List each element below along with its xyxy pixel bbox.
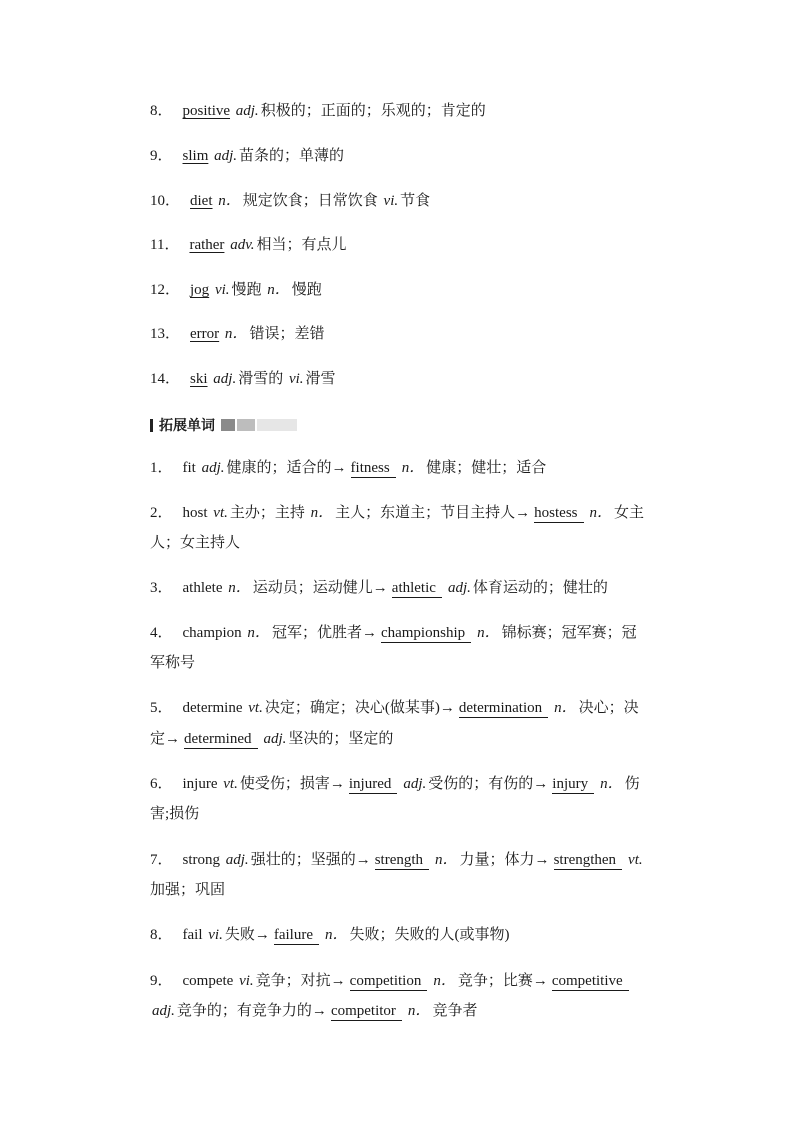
- part-of-speech: adj.: [213, 371, 237, 387]
- answer-blank: strengthen: [554, 851, 622, 870]
- entry-number: 7．: [150, 852, 173, 868]
- part-of-speech: n．: [600, 776, 623, 792]
- part-of-speech: n．: [218, 193, 241, 209]
- part-of-speech: adj.: [447, 580, 471, 596]
- meaning: 坚决的；坚定的: [288, 731, 394, 747]
- ext-entry-8: [150, 920, 645, 950]
- part-of-speech-2: vi.: [288, 371, 304, 387]
- ext-entry-1: [150, 453, 645, 483]
- part-of-speech: vt.: [248, 700, 263, 716]
- part-of-speech-2: vi.: [383, 193, 399, 209]
- word-entry-8: [150, 96, 645, 126]
- answer-blank: injured: [349, 775, 398, 794]
- meaning: 失败；失败的人(或事物): [349, 927, 510, 943]
- part-of-speech: vi.: [214, 282, 230, 298]
- entry-number: 14．: [150, 371, 181, 387]
- part-of-speech: n．: [247, 625, 270, 641]
- word: fail: [182, 927, 203, 943]
- meaning: 运动员；运动健儿→: [252, 580, 388, 596]
- meaning: 锦标赛；冠军赛；冠: [501, 625, 637, 641]
- meaning: 苗条的；单薄的: [239, 148, 345, 164]
- word-entry-12: [150, 275, 645, 305]
- word-entry-10: [150, 186, 645, 216]
- meaning: 失败→: [224, 927, 270, 943]
- meaning: 决定；确定；决心(做某事)→: [264, 700, 455, 716]
- entry-number: 8．: [150, 103, 173, 119]
- part-of-speech: adj.: [152, 1003, 175, 1019]
- part-of-speech: adj.: [235, 103, 259, 119]
- ext-entry-7-cont: [150, 875, 645, 905]
- meaning: 害;损伤: [150, 806, 200, 822]
- word: injure: [182, 776, 218, 792]
- entry-number: 9．: [150, 148, 173, 164]
- ext-entry-2: [150, 498, 645, 528]
- meaning-2: 慢跑: [291, 282, 322, 298]
- part-of-speech: adj.: [214, 148, 238, 164]
- meaning: 主办；主持: [229, 505, 305, 521]
- part-of-speech-2: n．: [267, 282, 290, 298]
- meaning: 人；女主持人: [150, 535, 241, 551]
- part-of-speech: n．: [435, 852, 458, 868]
- part-of-speech: n．: [325, 927, 348, 943]
- entry-number: 6．: [150, 776, 173, 792]
- word: compete: [182, 973, 234, 989]
- entry-number: 9．: [150, 973, 173, 989]
- ext-entry-3: [150, 573, 645, 603]
- meaning: 体育运动的；健壮的: [472, 580, 608, 596]
- ext-entry-9: [150, 966, 645, 996]
- meaning: 竞争者: [432, 1003, 478, 1019]
- meaning: 伤: [624, 776, 640, 792]
- meaning: 决心；决: [578, 700, 639, 716]
- part-of-speech: vt.: [628, 852, 643, 868]
- entry-number: 12．: [150, 282, 181, 298]
- word: champion: [182, 625, 242, 641]
- meaning: 竞争的；有竞争力的→: [176, 1003, 327, 1019]
- word: jog: [190, 282, 210, 298]
- meaning-2: 节食: [400, 193, 431, 209]
- entry-number: 8．: [150, 927, 173, 943]
- meaning: 慢跑: [231, 282, 262, 298]
- answer-blank: determination: [459, 699, 548, 718]
- meaning: 主人；东道主；节目主持人→: [335, 505, 531, 521]
- part-of-speech: vi.: [239, 973, 254, 989]
- answer-blank: athletic: [392, 579, 442, 598]
- meaning: 规定饮食；日常饮食: [242, 193, 378, 209]
- word: strong: [182, 852, 221, 868]
- meaning: 积极的；正面的；乐观的；肯定的: [260, 103, 486, 119]
- ext-entry-5-cont: [150, 724, 645, 754]
- meaning: 错误；差错: [249, 326, 325, 342]
- meaning: 定→: [150, 731, 181, 747]
- answer-blank: competitive: [552, 972, 629, 991]
- answer-blank: fitness: [351, 459, 396, 478]
- answer-blank: injury: [552, 775, 594, 794]
- entry-number: 5．: [150, 700, 173, 716]
- ext-entry-5: [150, 693, 645, 723]
- part-of-speech: n．: [477, 625, 500, 641]
- ext-entry-6: [150, 769, 645, 799]
- ext-entry-6-cont: [150, 799, 645, 829]
- meaning: 力量；体力→: [459, 852, 550, 868]
- word: slim: [182, 148, 209, 164]
- meaning: 竞争；比赛→: [457, 973, 548, 989]
- meaning: 受伤的；有伤的→: [428, 776, 549, 792]
- answer-blank: strength: [375, 851, 429, 870]
- entry-number: 11．: [150, 237, 180, 253]
- meaning: 军称号: [150, 655, 196, 671]
- meaning: 健康；健壮；适合: [426, 460, 547, 476]
- meaning: 竞争；对抗→: [255, 973, 346, 989]
- part-of-speech: n．: [224, 326, 248, 342]
- entry-number: 10．: [150, 193, 181, 209]
- meaning: 加强；巩固: [150, 882, 226, 898]
- meaning: 强壮的；坚强的→: [250, 852, 371, 868]
- section-header: [150, 414, 350, 436]
- word: fit: [182, 460, 196, 476]
- answer-blank: hostess: [534, 504, 583, 523]
- ext-entry-4: [150, 618, 645, 648]
- word: host: [182, 505, 208, 521]
- part-of-speech: adj.: [201, 460, 225, 476]
- meaning: 女主: [614, 505, 645, 521]
- answer-blank: championship: [381, 624, 471, 643]
- word-entry-13: [150, 319, 645, 349]
- section-marker-icon: [150, 419, 153, 432]
- part-of-speech: adj.: [263, 731, 287, 747]
- word: rather: [189, 237, 225, 253]
- section-title: 拓展单词: [159, 418, 215, 434]
- answer-blank: competitor: [331, 1002, 402, 1021]
- entry-number: 13．: [150, 326, 181, 342]
- entry-number: 4．: [150, 625, 173, 641]
- word: positive: [182, 103, 231, 119]
- answer-blank: failure: [274, 926, 319, 945]
- part-of-speech: n．: [589, 505, 613, 521]
- word: ski: [190, 371, 208, 387]
- part-of-speech: adj.: [403, 776, 427, 792]
- word: error: [190, 326, 220, 342]
- ext-entry-2-cont: [150, 528, 645, 558]
- entry-number: 1．: [150, 460, 173, 476]
- answer-blank: competition: [350, 972, 428, 991]
- part-of-speech: vt.: [213, 505, 228, 521]
- word: determine: [182, 700, 243, 716]
- part-of-speech: adj.: [225, 852, 249, 868]
- meaning: 滑雪的: [238, 371, 284, 387]
- meaning: 使受伤；损害→: [239, 776, 345, 792]
- part-of-speech: vi.: [208, 927, 223, 943]
- meaning: 冠军；优胜者→: [271, 625, 377, 641]
- part-of-speech: n．: [554, 700, 577, 716]
- part-of-speech: vt.: [223, 776, 238, 792]
- meaning-2: 滑雪: [305, 371, 336, 387]
- part-of-speech: n．: [310, 505, 334, 521]
- part-of-speech: n．: [407, 1003, 431, 1019]
- meaning: 健康的；适合的→: [226, 460, 347, 476]
- ext-entry-4-cont: [150, 648, 645, 678]
- meaning: 相当；有点儿: [256, 237, 347, 253]
- decorative-bar-icon: [221, 419, 297, 431]
- word-entry-9: [150, 141, 645, 171]
- word-entry-14: [150, 364, 645, 394]
- part-of-speech: adv.: [230, 237, 255, 253]
- part-of-speech: n．: [433, 973, 456, 989]
- entry-number: 2．: [150, 505, 173, 521]
- answer-blank: determined: [184, 730, 257, 749]
- word: athlete: [182, 580, 223, 596]
- entry-number: 3．: [150, 580, 173, 596]
- word: diet: [190, 193, 213, 209]
- word-entry-11: [150, 230, 645, 260]
- ext-entry-9-cont: [150, 996, 645, 1026]
- part-of-speech: n．: [401, 460, 425, 476]
- ext-entry-7: [150, 845, 645, 875]
- part-of-speech: n．: [228, 580, 251, 596]
